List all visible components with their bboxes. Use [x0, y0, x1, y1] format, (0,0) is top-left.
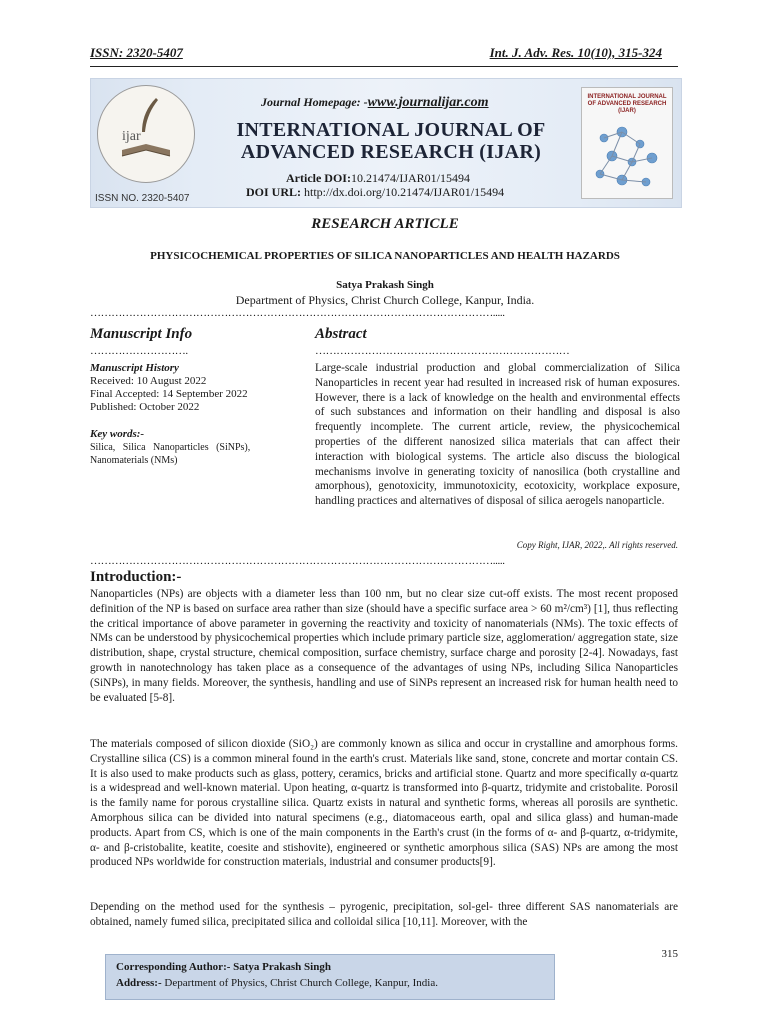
citation-header: Int. J. Adv. Res. 10(10), 315-324: [489, 45, 662, 60]
doi-url: [246, 185, 504, 200]
header-rule: [90, 66, 678, 67]
abstract-heading: Abstract: [315, 326, 367, 342]
copyright-notice: Copy Right, IJAR, 2022,. All rights reserved.: [516, 540, 678, 550]
keywords: [90, 428, 258, 467]
logo-issn: ISSN NO. 2320-5407: [95, 193, 190, 204]
intro-paragraph-3: Depending on the method used for the synthesis – pyrogenic, precipitation, sol-gel- three different SAS nanomaterials are obtained, namely fumed silica, precipitated silica and colloidal silica [10,11]. Moreover, with the: [90, 901, 678, 928]
journal-cover-thumbnail: [581, 87, 673, 199]
logo-text: ijar: [122, 129, 141, 144]
manuscript-history-label: Manuscript History: [90, 362, 179, 374]
manuscript-info-heading: Manuscript Info: [90, 326, 193, 342]
quill-book-icon: [98, 86, 194, 182]
accepted-date: Final Accepted: 14 September 2022: [90, 388, 248, 400]
manuscript-history: [90, 362, 270, 414]
corresponding-author-box: [105, 954, 555, 1000]
corresponding-address: [116, 977, 438, 989]
article-doi-value: 10.21474/IJAR01/15494: [350, 171, 470, 185]
homepage-link[interactable]: www.journalijar.com: [367, 95, 489, 110]
introduction-heading: Introduction:-: [90, 569, 182, 585]
molecule-graphic-icon: [582, 88, 672, 198]
address-value: Department of Physics, Christ Church College, Kanpur, India.: [161, 977, 438, 989]
keywords-line2: Nanomaterials (NMs): [90, 455, 178, 466]
paper-title: PHYSICOCHEMICAL PROPERTIES OF SILICA NANOPARTICLES AND HEALTH HAZARDS: [150, 250, 620, 262]
divider-dots-abstract: ………………………………………………………………: [315, 345, 570, 357]
abstract-text: Large-scale industrial production and global commercialization of Silica Nanoparticles in recent year had resulted in increased risk of human exposures. However, there is a lack of knowledge on the health and environmental effects of such substances and information on their handling and disposal is also frequently incomplete. The current article, review, the physicochemical properties of the different nanosized silica materials that can affect their interaction with biological systems. The article also discuss the biological mechanisms involve in generating toxicity of nanosilica (both crystalline and amorphous), genotoxicity, immunotoxicity, ecotoxicity, workplace exposure, handling practices and alternatives of disposal of silica aerogels nanoparticle.: [315, 362, 680, 508]
doi-url-link[interactable]: http://dx.doi.org/10.21474/IJAR01/15494: [304, 185, 505, 199]
ijar-logo: [97, 85, 195, 183]
address-label: Address:-: [116, 977, 162, 989]
divider-dots-bottom: …………………………………………………………………………………………………….....: [90, 555, 505, 567]
homepage-label: Journal Homepage: -: [261, 95, 368, 109]
keywords-line1: Silica, Silica Nanoparticles (SiNPs),: [90, 442, 251, 453]
intro-paragraph-2: The materials composed of silicon dioxide (SiO₂) are commonly known as silica and occur in crystalline and amorphous forms. Crystalline silica (CS) is a common mineral found in the earth's crust. Materials like sand, stone, concrete and mortar contain CS. It is also used to make products such as glass, pottery, ceramics, bricks and artificial stone. Quartz and more specifically α-quartz is a widespread and well-known material. Upon heating, α-quartz is transformed into β-quartz, tridymite and cristobalite. Porosil is the family name for porous crystalline silica. Quartz exists in natural and synthetic forms, whereas all porosils are synthetic. Amorphous silica can be divided into natural specimens (e.g., diatomaceous earth, opal and silica glass) and human-made products. Apart from CS, which is one of the main components in the Earth's crust (in the forms of α- and β-quartz, α-tridymite, α- and β-cristobalite, keatite, coesite and stishovite), engineered or synthetic amorphous silica (SAS) NPs are among the most produced NPs worldwide for construction materials, industrial and consumer products[9].: [90, 738, 678, 869]
intro-paragraph-1: Nanoparticles (NPs) are objects with a diameter less than 100 nm, but no clear size cut-off exists. The most recent proposed definition of the NP is based on surface area rather than size (should have a specific surface area > 60 m²/cm³) [1], thus reflecting the critical importance of above parameter in governing the reactivity and toxicity of nanomaterials (NMs). The toxic effects of NMs can be understood by physicochemical properties which include primary particle size, agglomeration/ aggregation state, size distribution, shape, crystal structure, chemical composition, surface chemistry, surface charge and porosity [2-4]. Nowadays, fast growth in nanotechnology has taken place as a consequence of the advantages of using NPs, including Silica Nanoparticles (SiNPs), in many fields. Moreover, the synthesis, handling and use of SiNPs represent an increased risk for human health need to be evaluated [5-8].: [90, 588, 678, 704]
article-doi: [286, 171, 470, 186]
cover-title: INTERNATIONAL JOURNAL OF ADVANCED RESEARCH (IJAR): [587, 94, 667, 114]
corresponding-author: Corresponding Author:- Satya Prakash Singh: [116, 961, 331, 973]
divider-dots-top: …………………………………………………………………………………………………….....: [90, 307, 505, 319]
keywords-label: Key words:-: [90, 428, 145, 440]
author-affiliation: Department of Physics, Christ Church College, Kanpur, India.: [235, 293, 535, 307]
issn-header: ISSN: 2320-5407: [90, 45, 183, 60]
journal-title-line1: INTERNATIONAL JOURNAL OF: [236, 119, 546, 141]
article-doi-label: Article DOI:: [286, 171, 351, 185]
published-date: Published: October 2022: [90, 401, 200, 413]
divider-dots-info: ……………………….: [90, 345, 188, 357]
journal-title: [211, 119, 571, 163]
journal-banner: [90, 78, 682, 208]
journal-title-line2: ADVANCED RESEARCH (IJAR): [240, 141, 542, 163]
page-number: 315: [661, 948, 678, 960]
journal-homepage: [261, 95, 489, 111]
doi-url-label: DOI URL:: [246, 185, 302, 199]
author-name: Satya Prakash Singh: [336, 279, 434, 291]
article-type: RESEARCH ARTICLE: [311, 216, 459, 232]
received-date: Received: 10 August 2022: [90, 375, 207, 387]
